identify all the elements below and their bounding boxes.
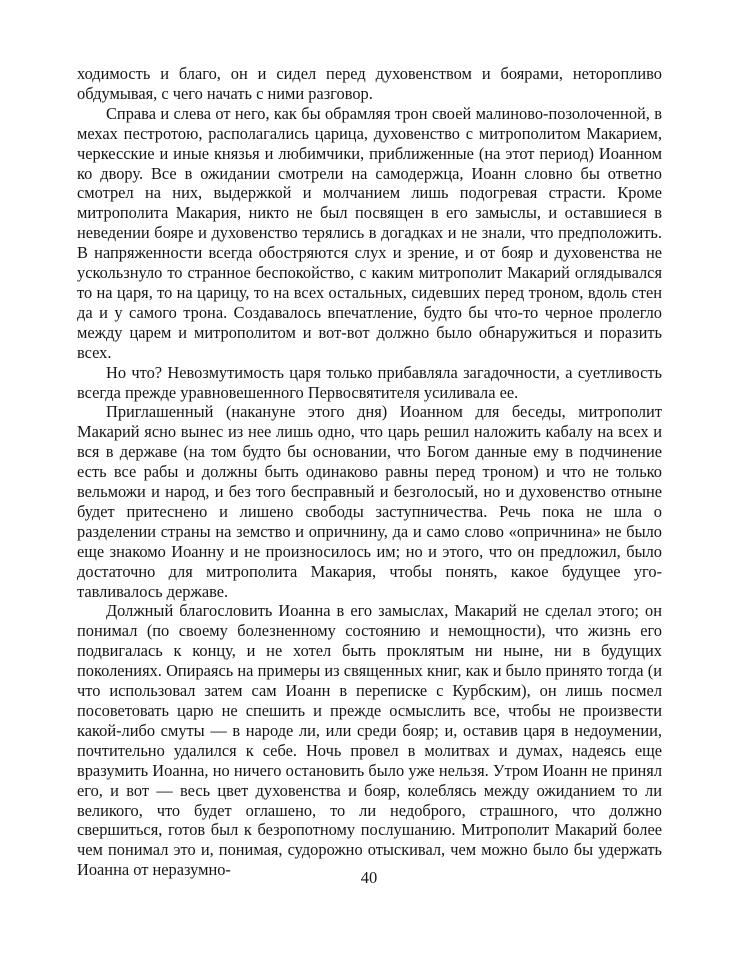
- page-number: 40: [360, 868, 378, 887]
- paragraph-4: Приглашенный (накануне этого дня) Иоанном для беседы, митрополит Макарий ясно вынес из нее лишь одно, что царь решил наложить кабалу на всех и вся в державе (на том будто бы основании, что Богом данные ему в подчинение есть все рабы и должны быть одинаково равны перед троном) и что не только вельможи и народ, и без того бесправный и безголосый, но и духовенство отныне будет притеснено и лишено свободы заступничества. Речь пока не шла о разделении страны на земство и опричнину, да и само слово «опричнина» не было еще знакомо Иоанну и не произносилось им; но и этого, что он предложил, было достаточно для митрополита Макария, чтобы понять, какое будущее уготавливалось державе.: [77, 402, 662, 601]
- page-body: [77, 64, 662, 880]
- paragraph-2: Справа и слева от него, как бы обрамляя трон своей малиново-позолоченной, в мехах пестротою, располагались царица, духовенство с митрополитом Макарием, черкесские и иные князья и любимчики, приближенные (на этот период) Иоанном ко двору. Все в ожидании смотрели на самодержца, Иоанн словно бы ответно смотрел на них, выдержкой и молчанием лишь подогревая страсти. Кроме митрополита Макария, никто не был посвящен в его замыслы, и оставшиеся в неведении бояре и духовенство терялись в догадках и не знали, что предположить. В напряженности всегда обостряются слух и зрение, и от бояр и духовенства не ускользнуло то странное беспокойство, с каким митрополит Макарий оглядывался то на царя, то на царицу, то на всех остальных, сидевших перед троном, вдоль стен да и у самого трона. Создавалось впечатление, будто бы что-то черное пролегло между царем и митрополитом и вот-вот должно было обнаружиться и поразить всех.: [77, 103, 662, 362]
- paragraph-3: Но что? Невозмутимость царя только прибавляла загадочности, а суетливость всегда прежде уравновешенного Первосвятителя усиливала ее.: [77, 362, 662, 402]
- paragraph-5: Должный благословить Иоанна в его замыслах, Макарий не сделал этого; он понимал (по своему болезненному состоянию и немощности), что жизнь его подвигалась к концу, и не хотел быть проклятым ни ныне, ни в будущих поколениях. Опираясь на примеры из священных книг, как и было принято тогда (и что использовал затем сам Иоанн в переписке с Курбским), он лишь посмел посоветовать царю не спешить и прежде осмыслить все, чтобы не произвести какой-либо смуты — в народе ли, или среди бояр; и, оставив царя в недоумении, почтительно удалился к себе. Ночь провел в молитвах и думах, надеясь еще вразумить Иоанна, но ничего остановить было уже нельзя. Утром Иоанн не принял его, и вот — весь цвет духовенства и бояр, колеблясь между ожиданием то ли великого, что будет оглашено, то ли недоброго, страшного, что должно свершиться, готов был к безропотному послушанию. Митрополит Макарий более чем понимал это и, понимая, судорожно отыскивал, чем можно было бы удержать Иоанна от неразумно-: [77, 601, 662, 880]
- paragraph-1: ходимость и благо, он и сидел перед духовенством и боярами, неторопливо обдумывая, с чего начать с ними разговор.: [77, 64, 662, 103]
